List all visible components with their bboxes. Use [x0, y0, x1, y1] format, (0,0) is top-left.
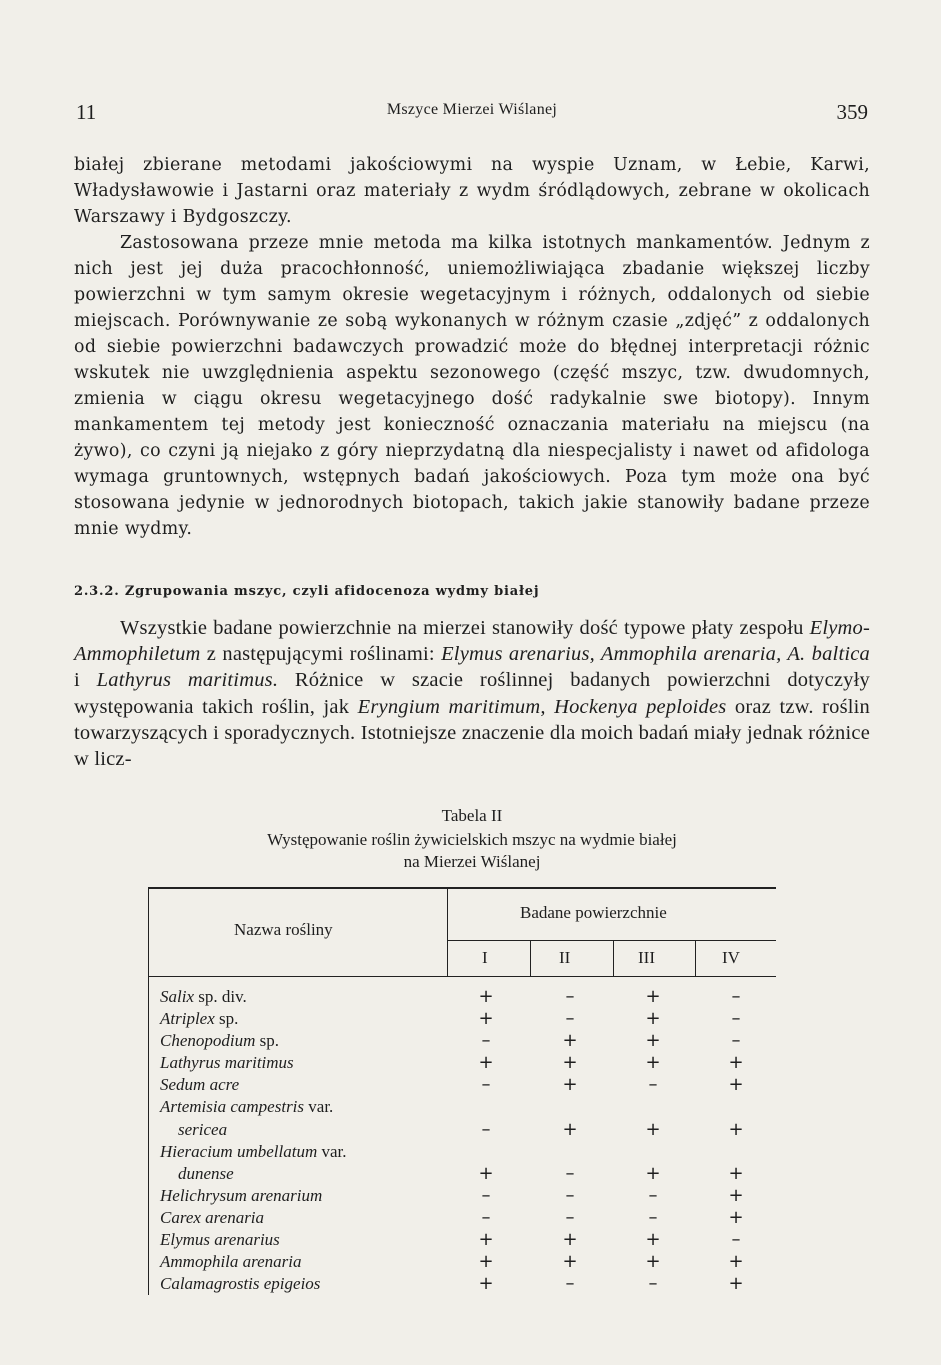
occurrence-mark: – — [481, 1207, 491, 1228]
table-header-group-rule — [447, 940, 776, 941]
plant-name-text: Salix — [160, 987, 194, 1006]
running-header — [76, 100, 868, 126]
occurrence-mark: – — [565, 1163, 575, 1184]
occurrence-mark: + — [728, 1207, 744, 1228]
plant-name-text: dunense — [178, 1164, 234, 1183]
plant-name-suffix: var. — [304, 1097, 334, 1116]
occurrence-mark: + — [645, 1008, 661, 1029]
plant-name-text: Ammophila arenaria — [160, 1252, 302, 1271]
occurrence-mark: – — [481, 1030, 491, 1051]
occurrence-mark: + — [478, 1229, 494, 1250]
plant-name — [160, 1142, 347, 1162]
paragraph-2: Zastosowana przeze mnie metoda ma kilka istotnych mankamentów. Jednym z nich jest jej duża pracochłonność, uniemożliwiająca zbadanie większej liczby powierzchni w tym samym okresie wegetacyjnym i różnych, oddalonych od siebie miejscach. Porównywanie ze sobą wykonanych w różnym czasie „zdjęć” z oddalonych od siebie powierzchni badawczych prowadzić może do błędnej interpretacji różnic wskutek nie uwzględnienia aspektu sezonowego (część mszyc, tzw. dwudomnych, zmienia w ciągu okresu wegetacyjnego dość radykalnie swe biotopy). Innym mankamentem tej metody jest konieczność oznaczania materiału na miejscu (na żywo), co czyni ją niejako z góry nieprzydatną dla niespecjalisty i nawet od afidologa wymaga gruntownych, wstępnych badań jakościowych. Poza tym może ona być stosowana jedynie w jednorodnych biotopach, takich jakie stanowiły badane przeze mnie wydmy. — [74, 233, 870, 539]
plant-name-suffix: var. — [317, 1142, 347, 1161]
occurrence-mark: + — [478, 986, 494, 1007]
occurrence-mark: – — [731, 1229, 741, 1250]
occurrence-mark: + — [728, 1251, 744, 1272]
table-col-rule-2 — [613, 940, 614, 977]
plant-name-text: Atriplex — [160, 1009, 215, 1028]
plant-name-suffix: sp. — [214, 1009, 239, 1028]
occurrence-mark: + — [645, 1229, 661, 1250]
occurrence-mark: – — [731, 1008, 741, 1029]
occurrence-mark: – — [565, 1185, 575, 1206]
table-col-rule-1 — [530, 940, 531, 977]
p3-italic-4: Eryngium maritimum, Hockenya peploides — [357, 695, 727, 718]
occurrence-mark: – — [731, 986, 741, 1007]
plant-name — [160, 987, 247, 1007]
p3-italic-3: Lathyrus maritimus. — [96, 669, 279, 692]
running-title: Mszyce Mierzei Wiślanej — [386, 101, 558, 118]
occurrence-mark: + — [562, 1052, 578, 1073]
occurrence-mark: – — [648, 1074, 658, 1095]
plant-name-text: Lathyrus maritimus — [160, 1053, 294, 1072]
plant-name-suffix: sp. div. — [194, 987, 247, 1006]
table-divider-rule — [447, 887, 448, 977]
plant-name — [160, 1075, 239, 1095]
p3-text-5: oraz tzw. roślin towarzyszących i sporadycznych. Istotniejsze znaczenie dla moich badań miały jednak różnice w licz- — [74, 695, 870, 771]
p3-text-4: Różnice w szacie roślinnej badanych powierzchni dotyczyły występowania takich roślin, jak — [74, 669, 870, 718]
table-left-rule — [148, 887, 149, 1295]
occurrence-mark: + — [478, 1008, 494, 1029]
occurrence-mark: – — [565, 1207, 575, 1228]
page-number: 359 — [836, 100, 868, 124]
occurrence-mark: + — [562, 1030, 578, 1051]
occurrence-mark: + — [645, 1052, 661, 1073]
occurrence-mark: + — [728, 1052, 744, 1073]
occurrence-mark: + — [478, 1251, 494, 1272]
occurrence-mark: + — [645, 1163, 661, 1184]
plant-name — [160, 1274, 320, 1294]
plant-name — [160, 1252, 302, 1272]
column-header-plant: Nazwa rośliny — [234, 920, 333, 939]
plant-name-text: Hieracium umbellatum — [160, 1142, 318, 1161]
section-heading: 2.3.2. Zgrupowania mszyc, czyli afidocenoza wydmy białej — [74, 584, 540, 599]
occurrence-mark: + — [728, 1119, 744, 1140]
occurrence-mark: – — [565, 986, 575, 1007]
table-label: Tabela II — [441, 806, 503, 825]
column-header-iii: III — [638, 948, 655, 967]
occurrence-mark: – — [731, 1030, 741, 1051]
column-header-group: Badane powierzchnie — [520, 903, 667, 922]
table-header-rule — [148, 976, 776, 977]
plant-name — [160, 1053, 294, 1073]
plant-name — [160, 1097, 333, 1117]
plant-name — [160, 1031, 279, 1051]
occurrence-mark: + — [645, 1251, 661, 1272]
occurrence-mark: – — [565, 1273, 575, 1294]
column-header-iv: IV — [722, 948, 740, 967]
p3-text-2: z następującymi roślinami: — [200, 643, 442, 666]
p3-text-1: Wszystkie badane powierzchnie na mierzei stanowiły dość typowe płaty zespołu — [120, 617, 810, 639]
plant-name-text: Artemisia campestris — [160, 1097, 305, 1116]
plant-name-text: sericea — [178, 1120, 228, 1139]
plant-name-text: Calamagrostis epigeios — [160, 1274, 321, 1293]
p3-text-3: i — [74, 669, 97, 692]
plant-name — [160, 1230, 280, 1250]
occurrence-mark: + — [728, 1163, 744, 1184]
plant-name-text: Elymus arenarius — [160, 1230, 280, 1249]
table-top-rule — [148, 887, 776, 889]
table-caption-line-2: na Mierzei Wiślanej — [403, 852, 541, 871]
occurrence-mark: + — [562, 1251, 578, 1272]
p3-italic-2: Elymus arenarius, Ammophila arenaria, A. baltica — [441, 643, 870, 666]
body-text — [74, 152, 870, 542]
occurrence-mark: + — [478, 1273, 494, 1294]
paragraph-3 — [74, 615, 870, 772]
chapter-number: 11 — [76, 100, 97, 124]
p3-italic-1: Elymo-Ammophiletum — [74, 617, 870, 666]
plant-name-text: Carex arenaria — [160, 1208, 265, 1227]
occurrence-mark: + — [645, 1030, 661, 1051]
plant-name — [178, 1164, 234, 1184]
table-caption-line-1: Występowanie roślin żywicielskich mszyc na wydmie białej — [267, 830, 677, 849]
plant-name — [160, 1009, 238, 1029]
plant-name — [160, 1186, 322, 1206]
occurrence-mark: + — [562, 1119, 578, 1140]
plant-name-text: Helichrysum arenarium — [160, 1186, 323, 1205]
occurrence-mark: + — [562, 1074, 578, 1095]
occurrence-mark: – — [648, 1273, 658, 1294]
paragraph-1: białej zbierane metodami jakościowymi na wyspie Uznam, w Łebie, Karwi, Władysławowie i Jastarni oraz materiały z wydm śródlądowych, zebrane w okolicach Warszawy i Bydgoszczy. — [74, 155, 870, 227]
occurrence-mark: – — [481, 1074, 491, 1095]
occurrence-mark: + — [728, 1074, 744, 1095]
plant-name — [160, 1208, 264, 1228]
plant-name-suffix: sp. — [255, 1031, 280, 1050]
occurrence-mark: + — [645, 986, 661, 1007]
occurrence-mark: – — [648, 1185, 658, 1206]
occurrence-mark: – — [648, 1207, 658, 1228]
column-header-ii: II — [559, 948, 571, 967]
occurrence-mark: + — [478, 1163, 494, 1184]
table-col-rule-3 — [695, 940, 696, 977]
occurrence-mark: + — [562, 1229, 578, 1250]
occurrence-mark: + — [728, 1185, 744, 1206]
occurrence-mark: + — [645, 1119, 661, 1140]
plant-name-text: Sedum acre — [160, 1075, 240, 1094]
occurrence-mark: – — [481, 1185, 491, 1206]
occurrence-mark: – — [565, 1008, 575, 1029]
plant-name — [178, 1120, 227, 1140]
occurrence-mark: – — [481, 1119, 491, 1140]
occurrence-mark: + — [478, 1052, 494, 1073]
column-header-i: I — [482, 948, 488, 967]
plant-name-text: Chenopodium — [160, 1031, 256, 1050]
occurrence-mark: + — [728, 1273, 744, 1294]
